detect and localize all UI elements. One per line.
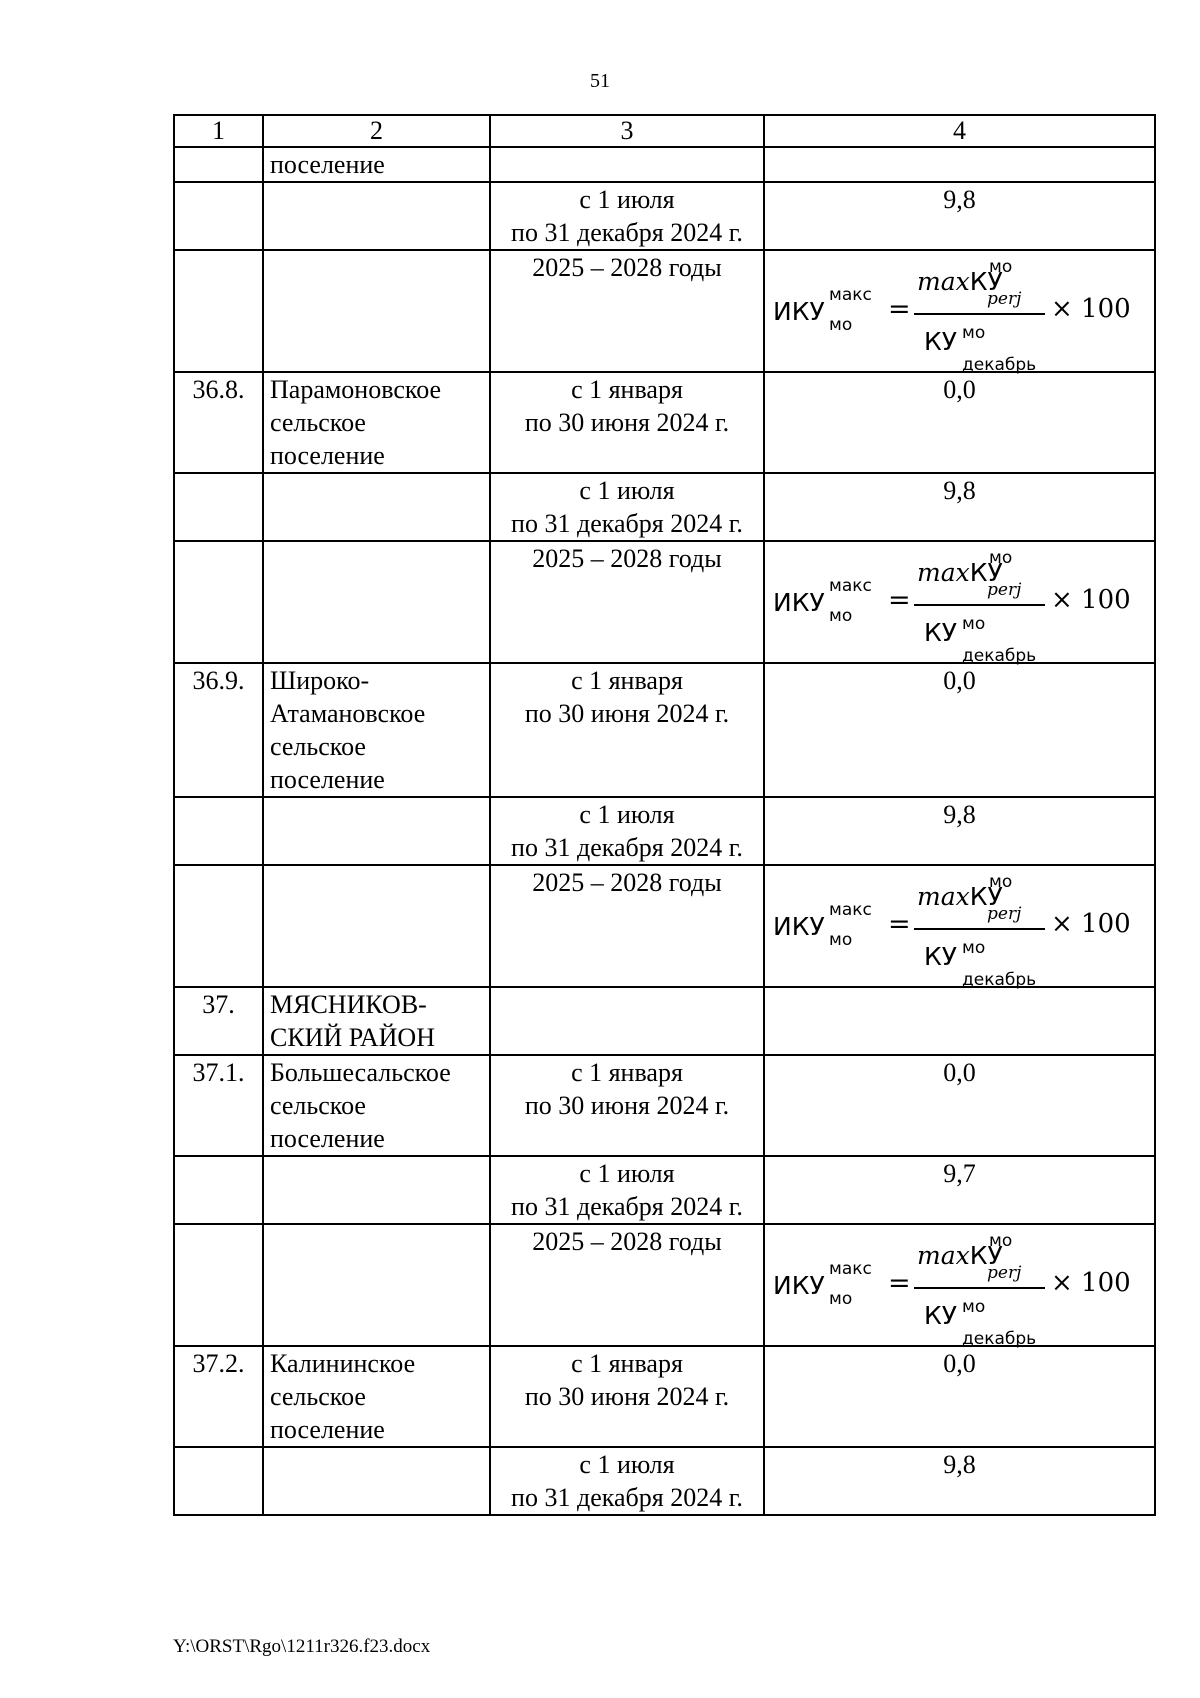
period-cell: 2025 – 2028 годы: [490, 865, 764, 987]
formula-numerator-ku: КУ: [969, 882, 1003, 911]
formula-multiplier: × 100: [1051, 909, 1131, 939]
period-cell: [490, 147, 764, 182]
period-cell: с 1 июля по 31 декабря 2024 г.: [490, 473, 764, 541]
formula-lhs-subscript: мо: [829, 315, 853, 335]
header-cell-4: 4: [764, 115, 1155, 147]
index-value-cell: 9,8: [764, 1447, 1155, 1515]
header-cell-1: 1: [174, 115, 263, 147]
page-number: 51: [590, 70, 610, 92]
index-value-cell: 9,8: [764, 473, 1155, 541]
formula-denominator: КУ: [924, 1301, 957, 1330]
row-number-cell: [174, 147, 263, 182]
max-index-formula: [771, 866, 1154, 990]
settlement-name-cell: [263, 797, 490, 865]
formula-lhs-superscript: макс: [829, 576, 872, 596]
max-index-formula: [771, 251, 1154, 375]
table-row: [174, 865, 1155, 987]
max-index-formula: [771, 542, 1154, 666]
index-value-cell: 0,0: [764, 1055, 1155, 1156]
formula-lhs: ИКУ: [773, 1271, 825, 1300]
formula-fraction-bar: [914, 1287, 1045, 1289]
row-number-cell: [174, 182, 263, 250]
formula-equals: =: [888, 585, 911, 616]
table-row: [174, 147, 1155, 182]
table-row: [174, 541, 1155, 663]
formula-numerator-superscript: мо: [989, 257, 1013, 277]
row-number-cell: 36.9.: [174, 663, 263, 797]
formula-numerator-subscript: perj: [987, 580, 1022, 600]
index-value-cell: [764, 250, 1155, 375]
table-row: [174, 1447, 1155, 1515]
index-value-cell: [764, 987, 1155, 1055]
settlement-name-cell: [263, 541, 490, 663]
period-cell: с 1 января по 30 июня 2024 г.: [490, 1346, 764, 1447]
settlement-name-cell: МЯСНИКОВ- СКИЙ РАЙОН: [263, 987, 490, 1055]
formula-equals: =: [888, 294, 911, 325]
formula-equals: =: [888, 909, 911, 940]
formula-denominator-superscript: мо: [962, 1297, 986, 1317]
row-number-cell: 37.2.: [174, 1346, 263, 1447]
row-number-cell: [174, 1224, 263, 1346]
index-value-cell: 9,8: [764, 797, 1155, 865]
index-value-cell: 0,0: [764, 1346, 1155, 1447]
period-cell: с 1 июля по 31 декабря 2024 г.: [490, 1156, 764, 1224]
tariff-table: [173, 114, 1156, 1516]
period-cell: с 1 июля по 31 декабря 2024 г.: [490, 1447, 764, 1515]
formula-numerator-superscript: мо: [989, 872, 1013, 892]
settlement-name-cell: [263, 1224, 490, 1346]
table-row: [174, 1346, 1155, 1447]
period-cell: [490, 987, 764, 1055]
formula-lhs-superscript: макс: [829, 285, 872, 305]
table-row: [174, 663, 1155, 797]
index-value-cell: 9,7: [764, 1156, 1155, 1224]
formula-denominator: КУ: [924, 327, 957, 356]
formula-max: max: [917, 1241, 970, 1270]
settlement-name-cell: [263, 473, 490, 541]
period-cell: с 1 января по 30 июня 2024 г.: [490, 1055, 764, 1156]
period-cell: с 1 июля по 31 декабря 2024 г.: [490, 797, 764, 865]
formula-multiplier: × 100: [1051, 1268, 1131, 1298]
period-cell: с 1 января по 30 июня 2024 г.: [490, 663, 764, 797]
period-cell: с 1 июля по 31 декабря 2024 г.: [490, 182, 764, 250]
formula-denominator-subscript: декабрь: [962, 355, 1037, 375]
index-value-cell: [764, 541, 1155, 666]
table-row: [174, 987, 1155, 1055]
table-row: [174, 1055, 1155, 1156]
settlement-name-cell: Парамоновское сельское поселение: [263, 372, 490, 473]
formula-numerator-ku: КУ: [969, 558, 1003, 587]
settlement-name-cell: поселение: [263, 147, 490, 182]
table-row: [174, 797, 1155, 865]
formula-denominator-superscript: мо: [962, 938, 986, 958]
row-number-cell: [174, 1156, 263, 1224]
formula-lhs: ИКУ: [773, 912, 825, 941]
row-number-cell: [174, 473, 263, 541]
formula-numerator-subscript: perj: [987, 289, 1022, 309]
formula-lhs-subscript: мо: [829, 606, 853, 626]
formula-max: max: [917, 558, 970, 587]
row-number-cell: 37.: [174, 987, 263, 1055]
formula-multiplier: × 100: [1051, 585, 1131, 615]
formula-numerator-ku: КУ: [969, 267, 1003, 296]
formula-lhs-superscript: макс: [829, 900, 872, 920]
formula-denominator-subscript: декабрь: [962, 1329, 1037, 1349]
row-number-cell: [174, 865, 263, 987]
period-cell: 2025 – 2028 годы: [490, 541, 764, 663]
row-number-cell: [174, 797, 263, 865]
index-value-cell: [764, 147, 1155, 182]
row-number-cell: [174, 1447, 263, 1515]
index-value-cell: 0,0: [764, 663, 1155, 797]
formula-numerator-superscript: мо: [989, 548, 1013, 568]
settlement-name-cell: [263, 250, 490, 372]
row-number-cell: [174, 541, 263, 663]
max-index-formula: [771, 1225, 1154, 1349]
formula-denominator-subscript: декабрь: [962, 646, 1037, 666]
settlement-name-cell: [263, 1447, 490, 1515]
formula-max: max: [917, 267, 970, 296]
settlement-name-cell: [263, 865, 490, 987]
index-value-cell: 0,0: [764, 372, 1155, 473]
formula-multiplier: × 100: [1051, 294, 1131, 324]
table-header-row: [174, 115, 1155, 147]
period-cell: 2025 – 2028 годы: [490, 1224, 764, 1346]
formula-numerator-ku: КУ: [969, 1241, 1003, 1270]
row-number-cell: [174, 250, 263, 372]
formula-numerator-subscript: perj: [987, 1263, 1022, 1283]
table-row: [174, 1224, 1155, 1346]
settlement-name-cell: Широко- Атамановское сельское поселение: [263, 663, 490, 797]
settlement-name-cell: Калининское сельское поселение: [263, 1346, 490, 1447]
file-path-footer: Y:\ORST\Rgo\1211r326.f23.docx: [173, 1636, 431, 1657]
table-row: [174, 473, 1155, 541]
formula-lhs-subscript: мо: [829, 930, 853, 950]
formula-denominator-superscript: мо: [962, 614, 986, 634]
header-cell-2: 2: [263, 115, 490, 147]
formula-lhs-subscript: мо: [829, 1289, 853, 1309]
index-value-cell: [764, 1224, 1155, 1349]
table-row: [174, 250, 1155, 372]
period-cell: с 1 января по 30 июня 2024 г.: [490, 372, 764, 473]
row-number-cell: 36.8.: [174, 372, 263, 473]
table-row: [174, 372, 1155, 473]
formula-lhs-superscript: макс: [829, 1259, 872, 1279]
settlement-name-cell: Большесальское сельское поселение: [263, 1055, 490, 1156]
settlement-name-cell: [263, 182, 490, 250]
index-value-cell: [764, 865, 1155, 990]
formula-lhs: ИКУ: [773, 297, 825, 326]
formula-denominator-subscript: декабрь: [962, 970, 1037, 990]
formula-numerator-subscript: perj: [987, 904, 1022, 924]
formula-fraction-bar: [914, 604, 1045, 606]
formula-max: max: [917, 882, 970, 911]
formula-numerator-superscript: мо: [989, 1231, 1013, 1251]
settlement-name-cell: [263, 1156, 490, 1224]
table-row: [174, 1156, 1155, 1224]
formula-denominator: КУ: [924, 942, 957, 971]
period-cell: 2025 – 2028 годы: [490, 250, 764, 372]
formula-fraction-bar: [914, 928, 1045, 930]
formula-lhs: ИКУ: [773, 588, 825, 617]
row-number-cell: 37.1.: [174, 1055, 263, 1156]
index-value-cell: 9,8: [764, 182, 1155, 250]
formula-denominator-superscript: мо: [962, 323, 986, 343]
table-row: [174, 182, 1155, 250]
header-cell-3: 3: [490, 115, 764, 147]
formula-equals: =: [888, 1268, 911, 1299]
formula-fraction-bar: [914, 313, 1045, 315]
formula-denominator: КУ: [924, 618, 957, 647]
